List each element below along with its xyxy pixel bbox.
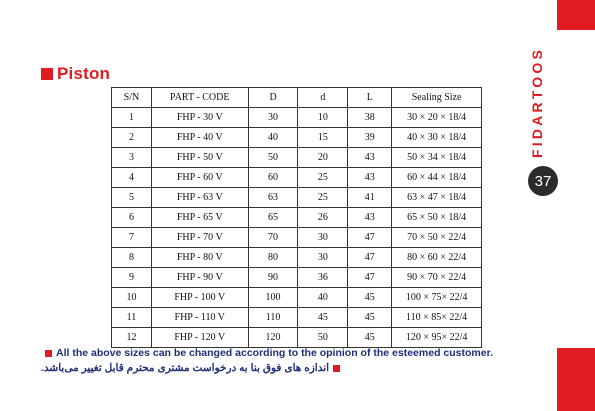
cell-d-inner: 30 [298,248,348,268]
cell-part-code: FHP - 80 V [151,248,248,268]
cell-l: 47 [348,268,392,288]
cell-part-code: FHP - 50 V [151,148,248,168]
cell-d-outer: 40 [248,128,298,148]
table-row [112,208,482,228]
note-bullet-icon [333,365,340,372]
cell-d-outer: 100 [248,288,298,308]
cell-d-outer: 70 [248,228,298,248]
table-row [112,228,482,248]
cell-part-code: FHP - 110 V [151,308,248,328]
cell-sn: 2 [112,128,152,148]
note-bullet-icon [45,350,52,357]
cell-sealing-size: 70 × 50 × 22/4 [392,228,482,248]
cell-d-inner: 25 [298,168,348,188]
cell-sn: 10 [112,288,152,308]
table-row [112,128,482,148]
cell-sn: 1 [112,108,152,128]
cell-part-code: FHP - 60 V [151,168,248,188]
cell-d-inner: 20 [298,148,348,168]
header-l: L [348,88,392,108]
cell-sealing-size: 40 × 30 × 18/4 [392,128,482,148]
cell-d-inner: 26 [298,208,348,228]
section-title [41,64,110,84]
cell-sealing-size: 60 × 44 × 18/4 [392,168,482,188]
cell-l: 47 [348,228,392,248]
cell-l: 38 [348,108,392,128]
cell-sn: 5 [112,188,152,208]
cell-l: 45 [348,328,392,348]
cell-d-inner: 15 [298,128,348,148]
cell-part-code: FHP - 90 V [151,268,248,288]
table-row [112,328,482,348]
cell-l: 43 [348,148,392,168]
piston-spec-table [111,87,482,348]
bottom-accent-bar [557,348,595,411]
page-number: 37 [534,172,552,190]
table-header-row [112,88,482,108]
cell-part-code: FHP - 63 V [151,188,248,208]
cell-d-outer: 80 [248,248,298,268]
cell-d-inner: 40 [298,288,348,308]
header-part-code: PART - CODE [151,88,248,108]
cell-sn: 8 [112,248,152,268]
note-english [41,347,493,359]
page-number-badge [528,166,558,196]
note-persian [41,362,344,374]
cell-sealing-size: 120 × 95× 22/4 [392,328,482,348]
brand-name: FIDARTOOS [529,47,545,158]
cell-sealing-size: 90 × 70 × 22/4 [392,268,482,288]
cell-sealing-size: 80 × 60 × 22/4 [392,248,482,268]
cell-d-outer: 110 [248,308,298,328]
cell-d-inner: 45 [298,308,348,328]
cell-sn: 4 [112,168,152,188]
header-sn: S/N [112,88,152,108]
table-row [112,108,482,128]
cell-l: 43 [348,208,392,228]
cell-d-outer: 120 [248,328,298,348]
cell-l: 45 [348,288,392,308]
cell-d-outer: 65 [248,208,298,228]
cell-sn: 7 [112,228,152,248]
cell-l: 43 [348,168,392,188]
table-row [112,268,482,288]
cell-sn: 9 [112,268,152,288]
cell-d-outer: 90 [248,268,298,288]
cell-sealing-size: 100 × 75× 22/4 [392,288,482,308]
header-sealing-size: Sealing Size [392,88,482,108]
cell-sealing-size: 30 × 20 × 18/4 [392,108,482,128]
cell-part-code: FHP - 100 V [151,288,248,308]
header-d-inner: d [298,88,348,108]
cell-d-outer: 50 [248,148,298,168]
note-english-text: All the above sizes can be changed according to the opinion of the esteemed customer. [56,347,494,359]
cell-sealing-size: 63 × 47 × 18/4 [392,188,482,208]
cell-l: 39 [348,128,392,148]
cell-part-code: FHP - 70 V [151,228,248,248]
cell-d-outer: 63 [248,188,298,208]
cell-sealing-size: 110 × 85× 22/4 [392,308,482,328]
cell-d-inner: 50 [298,328,348,348]
cell-d-inner: 36 [298,268,348,288]
cell-part-code: FHP - 65 V [151,208,248,228]
title-bullet-icon [41,68,53,80]
cell-part-code: FHP - 40 V [151,128,248,148]
cell-l: 45 [348,308,392,328]
table-row [112,288,482,308]
top-accent-bar [557,0,595,30]
header-d-outer: D [248,88,298,108]
table-row [112,248,482,268]
cell-l: 47 [348,248,392,268]
table-row [112,188,482,208]
cell-d-inner: 25 [298,188,348,208]
cell-sn: 3 [112,148,152,168]
cell-l: 41 [348,188,392,208]
table-row [112,168,482,188]
cell-sn: 12 [112,328,152,348]
cell-part-code: FHP - 30 V [151,108,248,128]
table-row [112,148,482,168]
section-title-text: Piston [57,64,111,83]
brand-logo [523,40,551,160]
cell-sn: 11 [112,308,152,328]
note-persian-text: اندازه های فوق بنا به درخواست مشتری محترم قابل تغییر می‌باشد. [41,362,330,374]
cell-d-outer: 60 [248,168,298,188]
cell-part-code: FHP - 120 V [151,328,248,348]
cell-sealing-size: 50 × 34 × 18/4 [392,148,482,168]
cell-sn: 6 [112,208,152,228]
cell-d-inner: 10 [298,108,348,128]
table-row [112,308,482,328]
cell-d-outer: 30 [248,108,298,128]
cell-sealing-size: 65 × 50 × 18/4 [392,208,482,228]
cell-d-inner: 30 [298,228,348,248]
